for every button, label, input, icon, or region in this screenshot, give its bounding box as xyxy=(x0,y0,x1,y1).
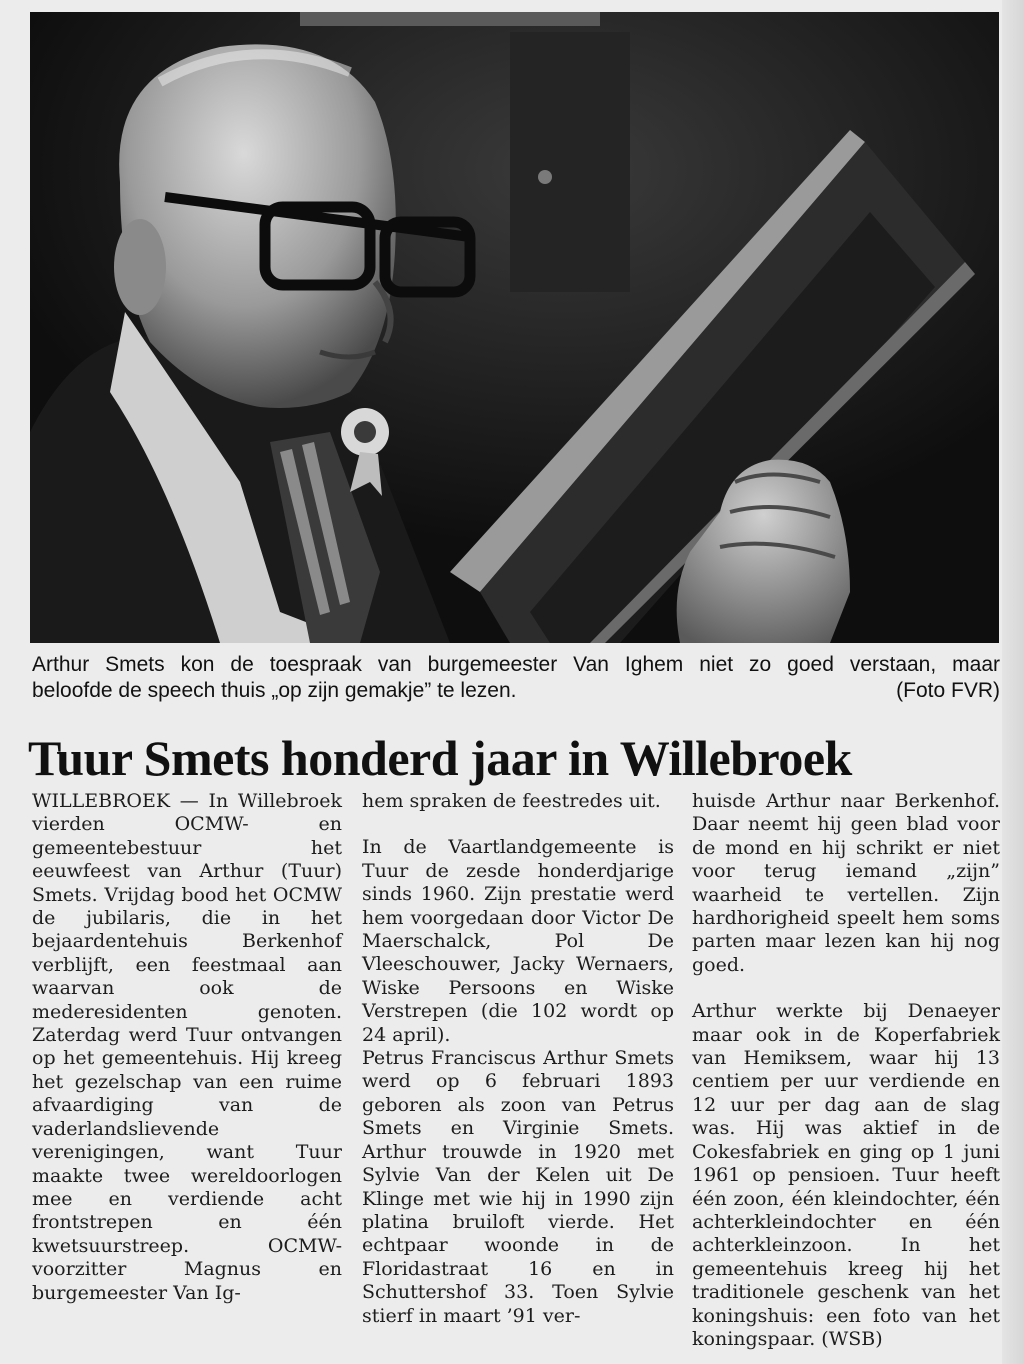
article-column-1 xyxy=(32,790,342,1305)
caption-line-2 xyxy=(32,678,1000,704)
paragraph: Arthur werkte bij Denaeyer maar ook in de Koperfabriek van Hemiksem, waar hij 13 centiem per uur verdiende en 12 uur per dag aan de slag was. Hij was aktief in de Cokesfabriek en ging op 1 juni 1961 op pensioen. Tuur heeft één zoon, één kleindochter, één achterkleindochter en één achterkleinzoon. In het gemeentehuis kreeg hij het traditionele geschenk van het koningshuis: een foto van het koningspaar. (WSB) xyxy=(692,1000,1000,1350)
article-headline: Tuur Smets honderd jaar in Willebroek xyxy=(28,730,852,786)
photo-credit: (Foto FVR) xyxy=(896,679,1000,702)
paragraph: In de Vaartlandgemeente is Tuur de zesde honderdjarige sinds 1960. Zijn prestatie werd hem voorgedaan door Victor De Maerschalck, Pol De Vleeschouwer, Jacky Wernaers, Wiske Persoons en Wiske Verstrepen (die 102 wordt op 24 april). xyxy=(362,836,674,1046)
caption-line-1: Arthur Smets kon de toespraak van burgemeester Van Ighem niet zo goed verstaan, maar xyxy=(32,653,1000,676)
article-column-3 xyxy=(692,790,1000,1351)
caption-text: beloofde de speech thuis „op zijn gemakje” te lezen. xyxy=(32,679,517,702)
photo-caption xyxy=(32,652,1000,704)
paragraph: WILLEBROEK — In Willebroek vierden OCMW- en gemeentebestuur het eeuwfeest van Arthur (Tuur) Smets. Vrijdag bood het OCMW de jubilaris, die in het bejaardentehuis Berkenhof verblijft, een feestmaal aan waarvan ook de mederesidenten genoten. Zaterdag werd Tuur ontvangen op het gemeentehuis. Hij kreeg het gezelschap van een ruime afvaardiging van de vaderlandslievende verenigingen, want Tuur maakte twee wereldoorlogen mee en verdiende acht frontstrepen en één kwetsuurstreep. OCMW-voorzitter Magnus en burgemeester Van Ig- xyxy=(32,790,342,1304)
article-column-2 xyxy=(362,790,674,1328)
paragraph: huisde Arthur naar Berkenhof. Daar neemt hij geen blad voor de mond en hij schrikt er niet voor terug iemand „zijn” waarheid te vertellen. Zijn hardhorigheid speelt hem soms parten maar lezen kan hij nog goed. xyxy=(692,790,1000,976)
paragraph: Petrus Franciscus Arthur Smets werd op 6 februari 1893 geboren als zoon van Petrus Smets en Virginie Smets. Arthur trouwde in 1920 met Sylvie Van der Kelen uit De Klinge met wie hij in 1990 zijn platina bruiloft vierde. Het echtpaar woonde in de Floridastraat 16 en in Schuttershof 33. Toen Sylvie stierf in maart ’91 ver- xyxy=(362,1047,674,1327)
article-photo xyxy=(30,12,999,643)
paragraph: hem spraken de feestredes uit. xyxy=(362,790,661,812)
scan-edge xyxy=(1002,0,1024,1364)
photo-illustration xyxy=(30,12,999,643)
